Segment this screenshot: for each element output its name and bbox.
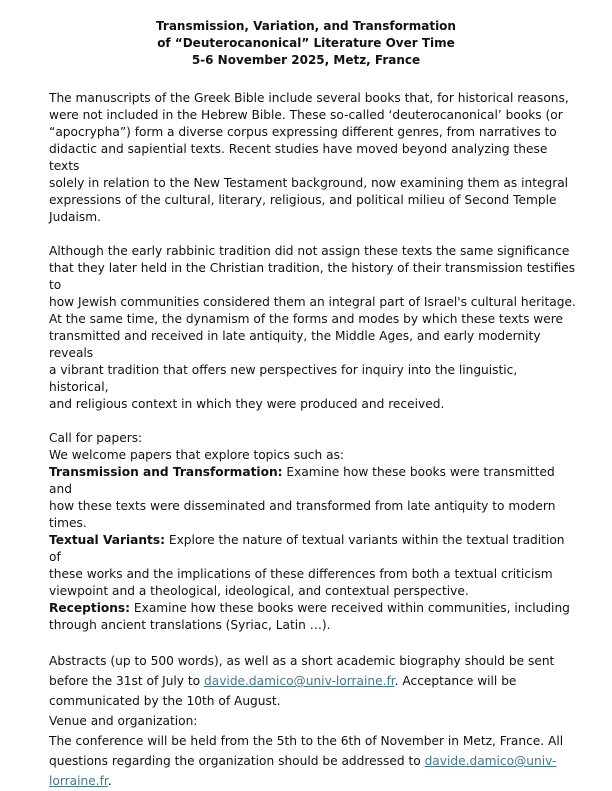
history-line: a vibrant tradition that offers new perspectives for inquiry into the linguistic, historical, — [49, 363, 518, 394]
title-line-2: of “Deuterocanonical” Literature Over Time — [157, 36, 455, 50]
intro-line: The manuscripts of the Greek Bible include several books that, for historical reasons, — [49, 91, 569, 105]
cfp-heading: Call for papers: — [49, 431, 143, 445]
topic-label: Transmission and Transformation: — [49, 465, 283, 479]
abstract-text: before the 31st of July to — [49, 674, 205, 688]
history-line: that they later held in the Christian tradition, the history of their transmission testifies to — [49, 261, 576, 292]
venue-heading: Venue and organization: — [49, 714, 198, 728]
topic-receptions — [49, 600, 579, 634]
topic-line: viewpoint and a theological, ideological, and contextual perspective. — [49, 584, 469, 598]
venue-text: questions regarding the organization should be addressed to — [49, 754, 425, 768]
topic-first-line — [49, 464, 579, 498]
topic-line: through ancient translations (Syriac, Latin …). — [49, 618, 331, 632]
topic-line: times. — [49, 516, 87, 530]
title-line-1: Transmission, Variation, and Transformation — [156, 19, 456, 33]
topic-label: Textual Variants: — [49, 533, 165, 547]
title-block — [49, 18, 563, 69]
history-line: At the same time, the dynamism of the forms and modes by which these texts were — [49, 312, 563, 326]
email-link[interactable]: davide.damico@univ-lorraine.fr — [204, 674, 395, 688]
history-line: and religious context in which they were produced and received. — [49, 397, 445, 411]
venue-line — [49, 751, 579, 771]
venue-line — [49, 771, 579, 791]
venue-end: . — [107, 774, 112, 788]
abstract-line — [49, 671, 579, 691]
topic-line: how these texts were disseminated and transformed from late antiquity to modern — [49, 499, 556, 513]
topic-textual-variants — [49, 532, 579, 600]
intro-line: were not included in the Hebrew Bible. These so-called ‘deuterocanonical’ books (or — [49, 108, 563, 122]
abstracts-section — [49, 651, 579, 791]
call-for-papers-section — [49, 430, 579, 634]
cfp-intro: We welcome papers that explore topics such as: — [49, 448, 345, 462]
date-place: 5-6 November 2025, Metz, France — [191, 53, 421, 67]
topic-first-line — [49, 600, 579, 617]
intro-line: didactic and sapiential texts. Recent studies have moved beyond analyzing these texts — [49, 142, 548, 173]
intro-line: Judaism. — [49, 210, 102, 224]
intro-paragraph — [49, 90, 579, 226]
abstract-line: Abstracts (up to 500 words), as well as a short academic biography should be sent — [49, 654, 555, 668]
abstract-line: communicated by the 10th of August. — [49, 694, 281, 708]
venue-line: The conference will be held from the 5th to the 6th of November in Metz, France. All — [49, 734, 564, 748]
email-link-2-continued[interactable]: lorraine.fr — [49, 774, 108, 788]
abstract-text: . Acceptance will be — [394, 674, 517, 688]
topic-transmission — [49, 464, 579, 532]
intro-line: “apocrypha”) form a diverse corpus expressing different genres, from narratives to — [49, 125, 557, 139]
intro-line: solely in relation to the New Testament background, now examining them as integral — [49, 176, 569, 190]
intro-line: expressions of the cultural, literary, religious, and political milieu of Second Temple — [49, 193, 557, 207]
history-line: transmitted and received in late antiquity, the Middle Ages, and early modernity reveals — [49, 329, 541, 360]
topic-label: Receptions: — [49, 601, 131, 615]
topic-first-line — [49, 532, 579, 566]
topic-text: Explore the nature of textual variants within the textual tradition of — [49, 533, 565, 564]
topic-text: Examine how these books were transmitted and — [49, 465, 555, 496]
email-link-2[interactable]: davide.damico@univ- — [424, 754, 557, 768]
history-line: how Jewish communities considered them an integral part of Israel's cultural heritage. — [49, 295, 576, 309]
history-line: Although the early rabbinic tradition did not assign these texts the same significance — [49, 244, 570, 258]
history-paragraph — [49, 243, 579, 413]
topic-text: Examine how these books were received within communities, including — [130, 601, 570, 615]
document-page — [49, 18, 579, 791]
topic-line: these works and the implications of these differences from both a textual criticism — [49, 567, 553, 581]
